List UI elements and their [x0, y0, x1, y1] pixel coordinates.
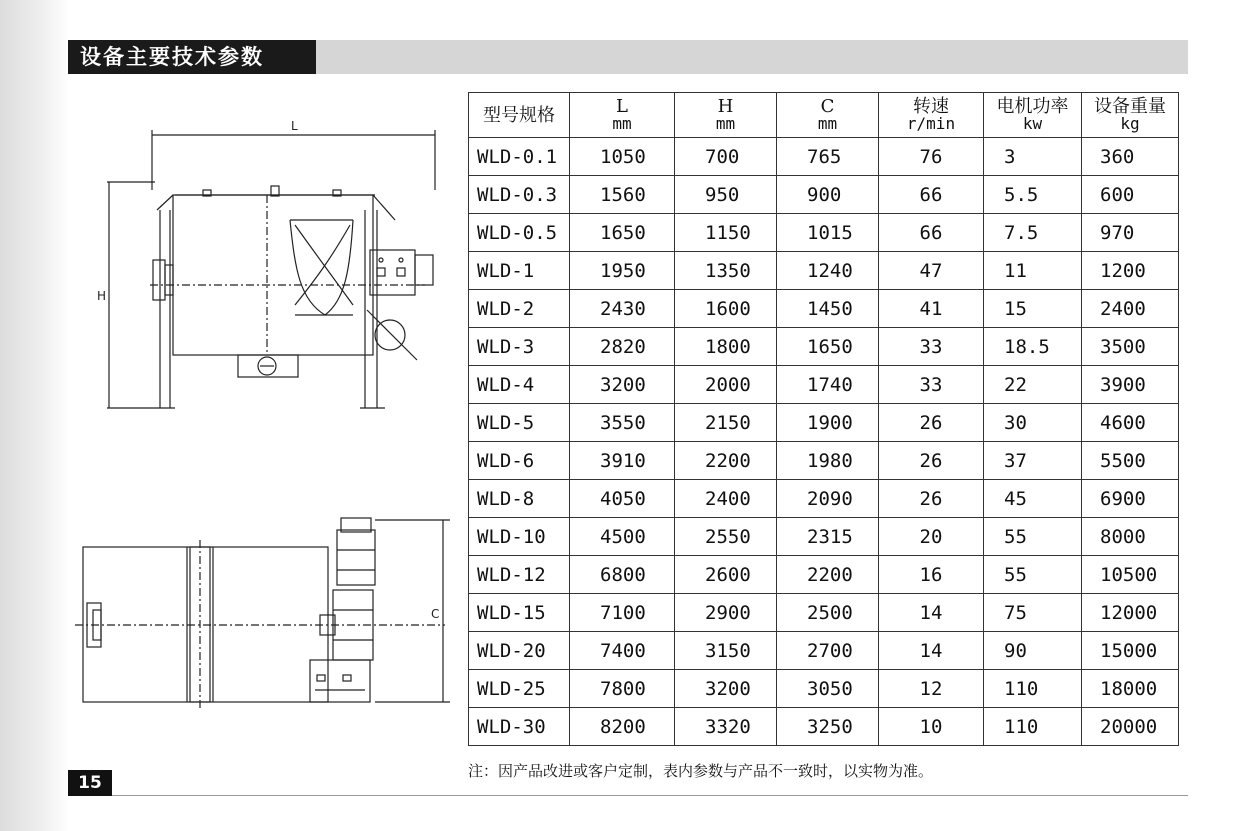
cell-power: 11: [984, 252, 1082, 290]
cell-speed: 26: [879, 480, 984, 518]
header-power: 电机功率 kw: [984, 93, 1082, 138]
cell-c: 765: [777, 138, 879, 176]
cell-h: 1600: [675, 290, 777, 328]
cell-weight: 18000: [1082, 670, 1179, 708]
cell-h: 950: [675, 176, 777, 214]
cell-weight: 2400: [1082, 290, 1179, 328]
cell-speed: 66: [879, 176, 984, 214]
cell-c: 1900: [777, 404, 879, 442]
cell-l: 4500: [570, 518, 675, 556]
cell-power: 110: [984, 708, 1082, 746]
cell-power: 5.5: [984, 176, 1082, 214]
cell-model: WLD-12: [469, 556, 570, 594]
cell-weight: 3900: [1082, 366, 1179, 404]
cell-h: 700: [675, 138, 777, 176]
cell-c: 1015: [777, 214, 879, 252]
cell-power: 7.5: [984, 214, 1082, 252]
cell-c: 2200: [777, 556, 879, 594]
footnote: 注：因产品改进或客户定制，表内参数与产品不一致时，以实物为准。: [468, 762, 934, 780]
cell-c: 1240: [777, 252, 879, 290]
cell-power: 90: [984, 632, 1082, 670]
cell-model: WLD-5: [469, 404, 570, 442]
cell-h: 2550: [675, 518, 777, 556]
table-row: [469, 632, 1179, 670]
cell-model: WLD-0.3: [469, 176, 570, 214]
cell-l: 7400: [570, 632, 675, 670]
cell-h: 2400: [675, 480, 777, 518]
cell-model: WLD-2: [469, 290, 570, 328]
table-row: [469, 556, 1179, 594]
cell-power: 3: [984, 138, 1082, 176]
cell-c: 1740: [777, 366, 879, 404]
cell-model: WLD-6: [469, 442, 570, 480]
cell-weight: 4600: [1082, 404, 1179, 442]
cell-model: WLD-0.5: [469, 214, 570, 252]
cell-h: 3200: [675, 670, 777, 708]
cell-h: 2200: [675, 442, 777, 480]
cell-l: 8200: [570, 708, 675, 746]
cell-l: 3910: [570, 442, 675, 480]
cell-power: 18.5: [984, 328, 1082, 366]
cell-model: WLD-30: [469, 708, 570, 746]
cell-power: 55: [984, 556, 1082, 594]
table-row: [469, 252, 1179, 290]
cell-weight: 6900: [1082, 480, 1179, 518]
cell-model: WLD-20: [469, 632, 570, 670]
top-view-drawing: [75, 510, 455, 710]
header-h: H mm: [675, 93, 777, 138]
cell-model: WLD-3: [469, 328, 570, 366]
cell-power: 37: [984, 442, 1082, 480]
cell-l: 1650: [570, 214, 675, 252]
cell-c: 2315: [777, 518, 879, 556]
cell-weight: 1200: [1082, 252, 1179, 290]
table-header-row: [469, 93, 1179, 138]
cell-power: 75: [984, 594, 1082, 632]
table-row: [469, 404, 1179, 442]
cell-power: 22: [984, 366, 1082, 404]
footer-rule: [68, 795, 1188, 796]
cell-speed: 16: [879, 556, 984, 594]
cell-model: WLD-25: [469, 670, 570, 708]
dimension-label-c: C: [431, 607, 440, 621]
cell-h: 2000: [675, 366, 777, 404]
cell-c: 2500: [777, 594, 879, 632]
cell-l: 7800: [570, 670, 675, 708]
cell-model: WLD-10: [469, 518, 570, 556]
cell-speed: 41: [879, 290, 984, 328]
cell-weight: 970: [1082, 214, 1179, 252]
cell-c: 1980: [777, 442, 879, 480]
cell-l: 1560: [570, 176, 675, 214]
table-row: [469, 214, 1179, 252]
cell-h: 1800: [675, 328, 777, 366]
cell-model: WLD-4: [469, 366, 570, 404]
cell-weight: 10500: [1082, 556, 1179, 594]
cell-c: 900: [777, 176, 879, 214]
table-row: [469, 518, 1179, 556]
cell-h: 3150: [675, 632, 777, 670]
cell-speed: 20: [879, 518, 984, 556]
dimension-label-l: L: [291, 119, 298, 133]
cell-h: 1350: [675, 252, 777, 290]
cell-l: 4050: [570, 480, 675, 518]
table-row: [469, 176, 1179, 214]
cell-speed: 10: [879, 708, 984, 746]
table-row: [469, 670, 1179, 708]
cell-weight: 20000: [1082, 708, 1179, 746]
cell-model: WLD-15: [469, 594, 570, 632]
cell-speed: 14: [879, 632, 984, 670]
cell-l: 1050: [570, 138, 675, 176]
cell-speed: 26: [879, 404, 984, 442]
header-l: L mm: [570, 93, 675, 138]
cell-l: 2820: [570, 328, 675, 366]
cell-model: WLD-8: [469, 480, 570, 518]
cell-weight: 360: [1082, 138, 1179, 176]
cell-speed: 26: [879, 442, 984, 480]
cell-h: 2600: [675, 556, 777, 594]
cell-speed: 47: [879, 252, 984, 290]
cell-power: 45: [984, 480, 1082, 518]
cell-c: 1650: [777, 328, 879, 366]
cell-weight: 3500: [1082, 328, 1179, 366]
cell-l: 7100: [570, 594, 675, 632]
cell-speed: 33: [879, 328, 984, 366]
table-row: [469, 328, 1179, 366]
table-row: [469, 290, 1179, 328]
cell-power: 15: [984, 290, 1082, 328]
header-c: C mm: [777, 93, 879, 138]
header-speed: 转速 r/min: [879, 93, 984, 138]
cell-weight: 12000: [1082, 594, 1179, 632]
cell-c: 1450: [777, 290, 879, 328]
cell-c: 3250: [777, 708, 879, 746]
table-row: [469, 708, 1179, 746]
cell-speed: 33: [879, 366, 984, 404]
cell-c: 2700: [777, 632, 879, 670]
cell-model: WLD-0.1: [469, 138, 570, 176]
cell-weight: 8000: [1082, 518, 1179, 556]
cell-l: 1950: [570, 252, 675, 290]
page-edge-shade: [0, 0, 70, 831]
table-row: [469, 442, 1179, 480]
page-number: 15: [68, 770, 112, 796]
spec-table: [468, 92, 1179, 746]
cell-power: 55: [984, 518, 1082, 556]
cell-speed: 66: [879, 214, 984, 252]
cell-c: 3050: [777, 670, 879, 708]
header-model: 型号规格: [469, 93, 570, 138]
cell-power: 110: [984, 670, 1082, 708]
cell-weight: 5500: [1082, 442, 1179, 480]
header-weight: 设备重量 kg: [1082, 93, 1179, 138]
cell-l: 3550: [570, 404, 675, 442]
cell-c: 2090: [777, 480, 879, 518]
section-title: 设备主要技术参数: [68, 40, 316, 74]
table-row: [469, 594, 1179, 632]
cell-model: WLD-1: [469, 252, 570, 290]
cell-power: 30: [984, 404, 1082, 442]
cell-speed: 14: [879, 594, 984, 632]
dimension-label-h: H: [97, 289, 107, 303]
front-view-drawing: [95, 110, 455, 420]
cell-speed: 76: [879, 138, 984, 176]
cell-h: 3320: [675, 708, 777, 746]
table-row: [469, 138, 1179, 176]
cell-weight: 600: [1082, 176, 1179, 214]
table-row: [469, 480, 1179, 518]
cell-h: 1150: [675, 214, 777, 252]
cell-h: 2900: [675, 594, 777, 632]
cell-l: 6800: [570, 556, 675, 594]
cell-l: 3200: [570, 366, 675, 404]
table-row: [469, 366, 1179, 404]
cell-l: 2430: [570, 290, 675, 328]
cell-h: 2150: [675, 404, 777, 442]
cell-speed: 12: [879, 670, 984, 708]
cell-weight: 15000: [1082, 632, 1179, 670]
